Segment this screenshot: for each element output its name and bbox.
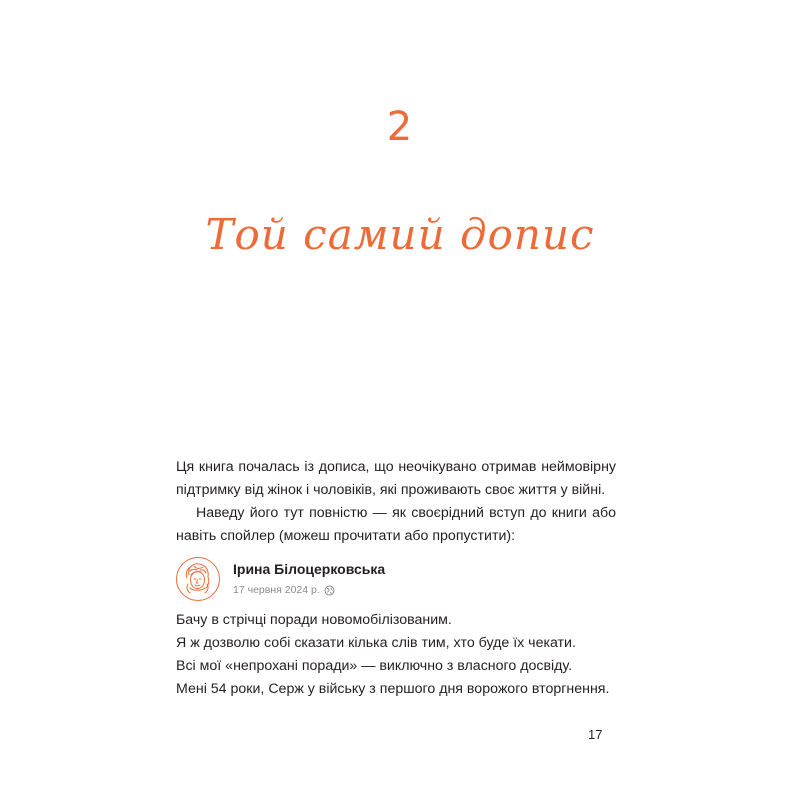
intro-paragraph-1: Ця книга почалась із дописа, що неочікувано отримав неймовірну підтримку від жінок і чоловіків, які проживають своє життя у війні. — [176, 459, 616, 498]
author-avatar — [176, 557, 220, 601]
globe-icon — [324, 585, 335, 596]
intro-paragraph-2: Наведу його тут повністю — як своєрідний вступ до книги або навіть спойлер (можеш прочитати або пропустити): — [176, 505, 616, 544]
post-line: Я ж дозволю собі сказати кілька слів тим, хто буде їх чекати. — [176, 635, 576, 651]
chapter-title: Той самий допис — [205, 210, 595, 259]
avatar-portrait-icon — [177, 558, 218, 599]
post-line: Мені 54 роки, Серж у війську з першого дня ворожого вторгнення. — [176, 681, 610, 697]
chapter-number: 2 — [386, 104, 414, 150]
post-meta — [233, 584, 335, 596]
post-line: Всі мої «непрохані поради» — виключно з власного досвіду. — [176, 658, 573, 674]
post-author-name: Ірина Білоцерковська — [233, 561, 386, 577]
page-number: 17 — [588, 727, 603, 742]
intro-text — [176, 456, 616, 548]
post-date: 17 червня 2024 р. — [233, 584, 320, 596]
post-line: Бачу в стрічці поради новомобілізованим. — [176, 612, 452, 628]
post-body — [176, 609, 636, 701]
post-header — [176, 553, 616, 603]
